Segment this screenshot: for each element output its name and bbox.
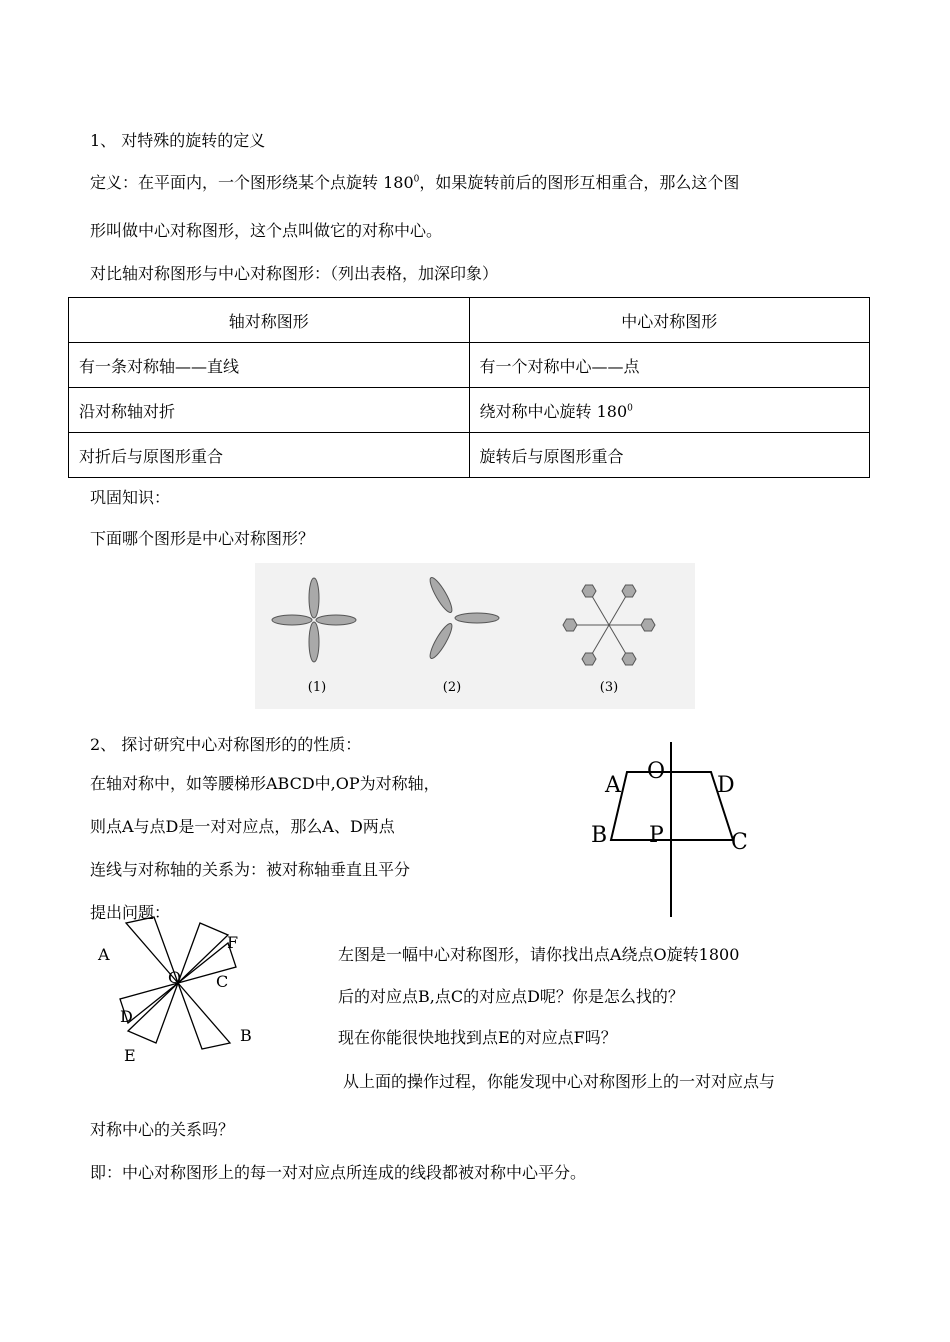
figure-label-3: (3) (599, 680, 619, 695)
star-label-F: F (227, 933, 239, 952)
consolidate-label: 巩固知识： (90, 488, 171, 507)
table-cell: 有一条对称轴——直线 (69, 343, 470, 388)
table-row (69, 343, 870, 388)
table-header-axial: 轴对称图形 (69, 298, 470, 343)
table-header-row (69, 298, 870, 343)
table-cell (469, 388, 870, 433)
definition-text-a: 定义：在平面内，一个图形绕某个点旋转 180 (90, 173, 414, 192)
question-1: 左图是一幅中心对称图形，请你找出点A绕点O旋转1800 (338, 945, 740, 964)
table-cell: 有一个对称中心——点 (469, 343, 870, 388)
table-cell: 对折后与原图形重合 (69, 433, 470, 478)
label-P: P (649, 823, 664, 848)
figure-label-2: (2) (442, 680, 462, 695)
table-cell: 沿对称轴对折 (69, 388, 470, 433)
star-label-E: E (124, 1046, 136, 1065)
raise-question-label: 提出问题： (90, 903, 171, 922)
definition-line-2: 形叫做中心对称图形，这个点叫做它的对称中心。 (90, 221, 443, 240)
question-2: 后的对应点B,点C的对应点D呢？你是怎么找的？ (338, 987, 684, 1006)
question-3: 现在你能很快地找到点E的对应点F吗？ (338, 1028, 617, 1047)
star-label-O: O (168, 968, 182, 987)
central-symmetry-star-diagram (90, 915, 270, 1075)
comparison-table (68, 297, 870, 478)
star-label-B: B (240, 1026, 252, 1045)
compare-intro: 对比轴对称图形与中心对称图形：（列出表格，加深印象） (90, 264, 499, 283)
figure-label-1: (1) (307, 680, 327, 695)
section2-paragraph-3: 连线与对称轴的关系为：被对称轴垂直且平分 (90, 860, 411, 879)
definition-superscript: 0 (413, 174, 420, 185)
label-O: O (647, 759, 666, 784)
definition-line-1 (90, 170, 739, 193)
table-cell: 旋转后与原图形重合 (469, 433, 870, 478)
conclusion: 即：中心对称图形上的每一对对应点所连成的线段都被对称中心平分。 (90, 1163, 587, 1182)
table-row (69, 388, 870, 433)
star-label-D: D (120, 1007, 133, 1026)
table-cell-superscript: 0 (627, 403, 633, 414)
star-label-C: C (216, 972, 229, 991)
consolidate-question: 下面哪个图形是中心对称图形？ (90, 529, 315, 548)
section2-paragraph-1: 在轴对称中，如等腰梯形ABCD中,OP为对称轴， (90, 774, 440, 793)
label-D: D (717, 773, 735, 798)
question-4: 从上面的操作过程，你能发现中心对称图形上的一对对应点与 (343, 1072, 776, 1091)
table-row (69, 433, 870, 478)
symmetry-figures-image (255, 563, 695, 709)
section1-heading: 1、 对特殊的旋转的定义 (90, 131, 266, 150)
label-B: B (591, 823, 608, 848)
question-4-continued: 对称中心的关系吗？ (90, 1120, 235, 1139)
star-label-A: A (98, 945, 110, 964)
label-A: A (605, 773, 621, 798)
section2-heading: 2、 探讨研究中心对称图形的的性质： (90, 735, 362, 754)
definition-text-b: ，如果旋转前后的图形互相重合，那么这个图 (419, 173, 740, 192)
table-cell-text: 绕对称中心旋转 180 (479, 401, 628, 421)
table-header-central: 中心对称图形 (469, 298, 870, 343)
label-C: C (731, 830, 748, 855)
isosceles-trapezoid-diagram (585, 740, 765, 920)
section2-paragraph-2: 则点A与点D是一对对应点，那么A、D两点 (90, 817, 395, 836)
